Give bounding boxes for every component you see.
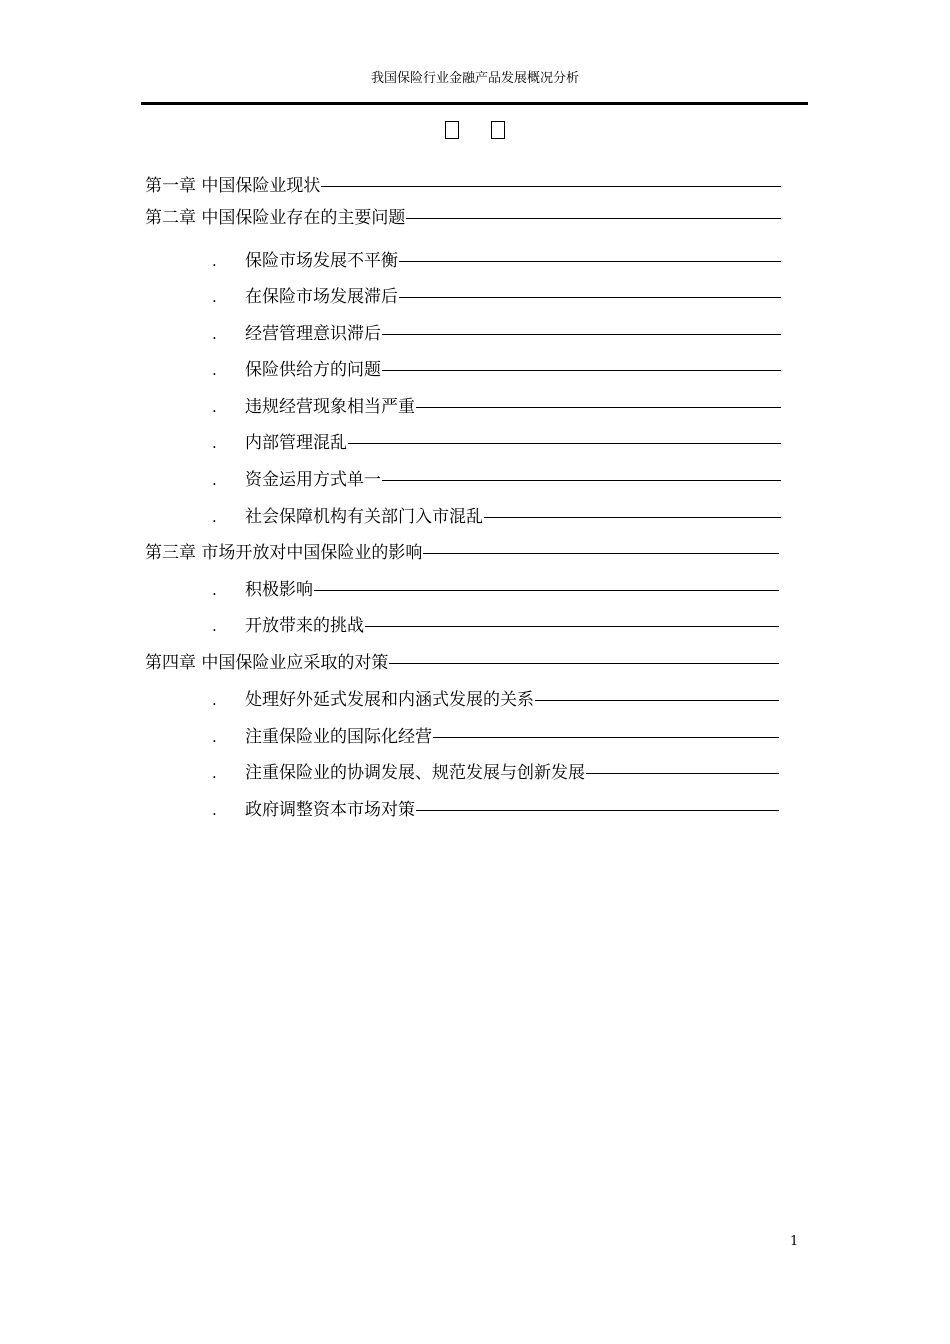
toc-entry-text: 经营管理意识滞后 [245, 324, 381, 344]
toc-entry-section[interactable] [212, 505, 781, 529]
toc-entry-chapter-3[interactable] [145, 541, 779, 565]
toc-leader-line [416, 407, 781, 408]
toc-entry-text: 政府调整资本市场对策 [245, 800, 415, 820]
toc-leader-line [484, 517, 781, 518]
toc-entry-text: 保险市场发展不平衡 [245, 251, 398, 271]
toc-leader-line [535, 700, 779, 701]
toc-entry-chapter-2[interactable] [145, 206, 781, 230]
toc-leader-line [389, 663, 779, 664]
toc-leader-line [314, 590, 779, 591]
toc-entry-section[interactable] [212, 395, 781, 419]
toc-entry-bullet: . [212, 508, 217, 526]
toc-entry-text: 在保险市场发展滞后 [245, 287, 398, 307]
toc-leader-line [416, 810, 779, 811]
toc-entry-bullet: . [212, 325, 217, 343]
toc-entry-section[interactable] [212, 358, 781, 382]
toc-entry-text: 第一章 中国保险业现状 [145, 176, 321, 196]
toc-entry-section[interactable] [212, 761, 779, 785]
toc-entry-section[interactable] [212, 468, 781, 492]
toc-entry-section[interactable] [212, 725, 779, 749]
toc-leader-line [423, 553, 779, 554]
toc-entry-text: 内部管理混乱 [245, 433, 347, 453]
toc-leader-line [406, 218, 781, 219]
toc-entry-section[interactable] [212, 614, 779, 638]
toc-entry-text: 第二章 中国保险业存在的主要问题 [145, 208, 406, 228]
toc-leader-line [399, 297, 781, 298]
toc-leader-line [382, 480, 781, 481]
toc-leader-line [382, 334, 781, 335]
toc-entry-bullet: . [212, 728, 217, 746]
toc-entry-text: 第四章 中国保险业应采取的对策 [145, 653, 389, 673]
toc-entry-bullet: . [212, 691, 217, 709]
toc-entry-text: 处理好外延式发展和内涵式发展的关系 [245, 690, 534, 710]
toc-leader-line [433, 737, 779, 738]
toc-leader-line [365, 626, 779, 627]
toc-entry-bullet: . [212, 581, 217, 599]
toc-entry-chapter-1[interactable] [145, 174, 781, 198]
toc-entry-bullet: . [212, 617, 217, 635]
toc-leader-line [586, 773, 779, 774]
toc-entry-text: 积极影响 [245, 580, 313, 600]
running-header: 我国保险行业金融产品发展概况分析 [370, 71, 579, 86]
toc-leader-line [382, 370, 781, 371]
toc-entry-section[interactable] [212, 798, 779, 822]
toc-leader-line [321, 186, 781, 187]
toc-entry-section[interactable] [212, 688, 779, 712]
toc-entry-bullet: . [212, 252, 217, 270]
toc-entry-text: 资金运用方式单一 [245, 470, 381, 490]
toc-entry-text: 违规经营现象相当严重 [245, 397, 415, 417]
toc-entry-section[interactable] [212, 285, 781, 309]
toc-entry-text: 注重保险业的协调发展、规范发展与创新发展 [245, 763, 585, 783]
toc-entry-bullet: . [212, 764, 217, 782]
toc-entry-text: 开放带来的挑战 [245, 616, 364, 636]
toc-entry-bullet: . [212, 398, 217, 416]
page-number: 1 [790, 1234, 799, 1249]
toc-entry-text: 保险供给方的问题 [245, 360, 381, 380]
toc-entry-text: 社会保障机构有关部门入市混乱 [245, 507, 483, 527]
toc-entry-bullet: . [212, 434, 217, 452]
toc-entry-section[interactable] [212, 322, 781, 346]
toc-entry-text: 第三章 市场开放对中国保险业的影响 [145, 543, 423, 563]
toc-leader-line [348, 443, 781, 444]
toc-entry-section[interactable] [212, 578, 779, 602]
toc-entry-bullet: . [212, 361, 217, 379]
toc-entry-bullet: . [212, 288, 217, 306]
toc-entry-bullet: . [212, 801, 217, 819]
toc-entry-chapter-4[interactable] [145, 651, 779, 675]
toc-leader-line [399, 261, 781, 262]
toc-entry-text: 注重保险业的国际化经营 [245, 727, 432, 747]
toc-entry-bullet: . [212, 471, 217, 489]
toc-entry-section[interactable] [212, 249, 781, 273]
toc-entry-section[interactable] [212, 431, 781, 455]
